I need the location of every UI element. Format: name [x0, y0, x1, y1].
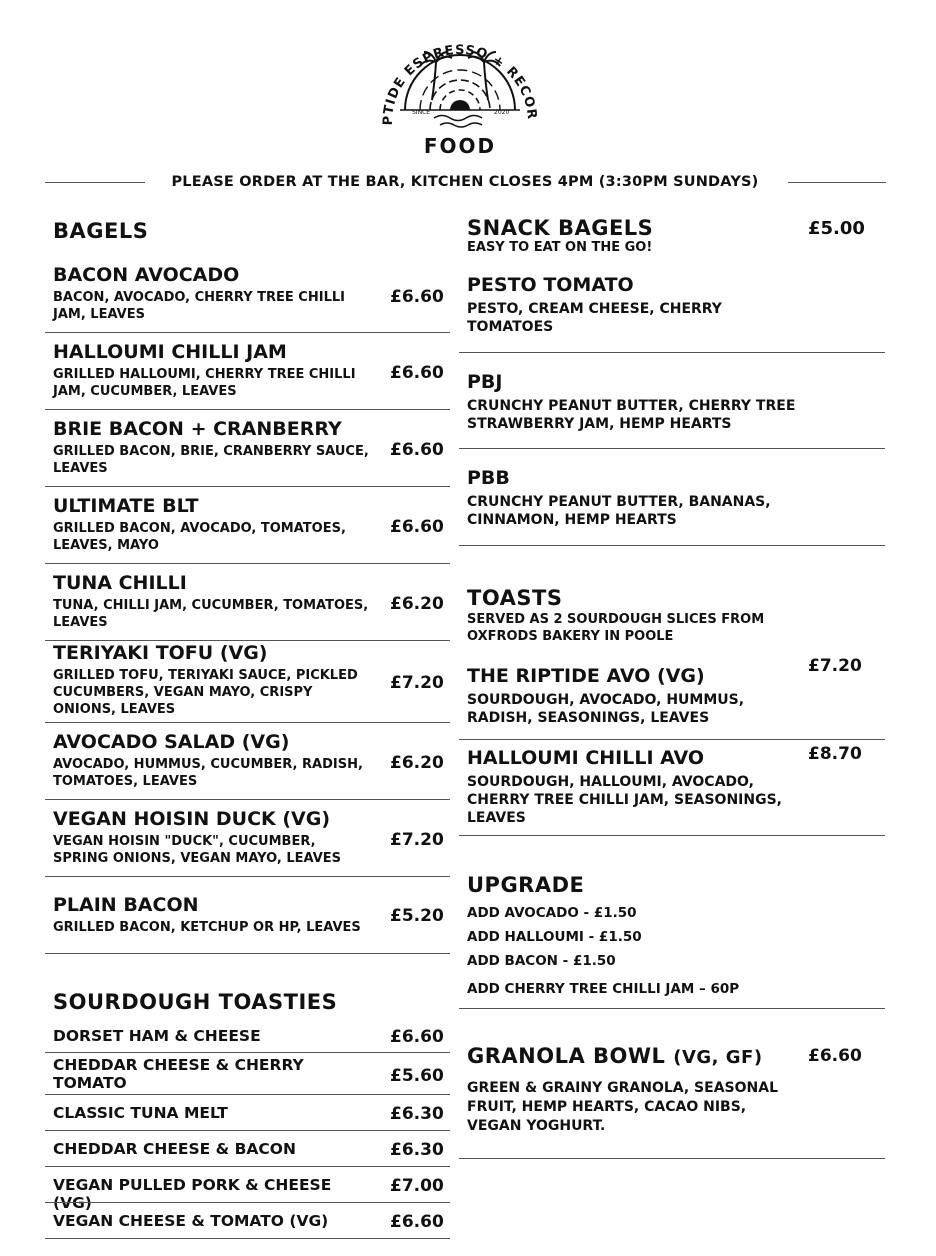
snack-divider [459, 352, 885, 353]
snack-name: PBB [467, 467, 510, 489]
logo-year: 2020 [494, 109, 510, 116]
bagels-title: BAGELS [53, 219, 149, 243]
banner-text: PLEASE ORDER AT THE BAR, KITCHEN CLOSES 4PM (3:30PM SUNDAYS) [171, 174, 759, 190]
upgrade-item: ADD HALLOUMI - £1.50 [467, 929, 642, 945]
toast-desc: SOURDOUGH, AVOCADO, HUMMUS, RADISH, SEASONINGS, LEAVES [467, 692, 745, 726]
banner-rule-right [788, 182, 886, 183]
bagel-price: £6.60 [390, 440, 444, 460]
bagel-divider [45, 640, 450, 641]
upgrade-title: UPGRADE [467, 873, 585, 897]
bagel-divider [45, 953, 450, 954]
bagel-name: PLAIN BACON [53, 894, 199, 916]
bagel-divider [45, 486, 450, 487]
bagel-divider [45, 799, 450, 800]
bagel-desc: GRILLED BACON, BRIE, CRANBERRY SAUCE, LEAVES [53, 444, 369, 476]
granola-tags: (VG, GF) [673, 1047, 763, 1068]
bagel-name: HALLOUMI CHILLI JAM [53, 341, 287, 363]
toastie-divider [45, 1202, 450, 1203]
granola-divider [459, 1158, 885, 1159]
snack-bagels-price: £5.00 [808, 218, 865, 239]
bagel-divider [45, 563, 450, 564]
toasties-title: SOURDOUGH TOASTIES [53, 990, 338, 1014]
bagel-desc: GRILLED BACON, KETCHUP OR HP, LEAVES [53, 920, 361, 935]
toastie-divider [45, 1052, 450, 1053]
granola-desc: GREEN & GRAINY GRANOLA, SEASONAL FRUIT, HEMP HEARTS, CACAO NIBS, VEGAN YOGHURT. [467, 1080, 778, 1134]
toastie-name: DORSET HAM & CHEESE [53, 1027, 261, 1045]
bagel-price: £7.20 [390, 673, 444, 693]
toast-price: £8.70 [808, 744, 862, 764]
snack-desc: PESTO, CREAM CHEESE, CHERRY TOMATOES [467, 301, 722, 335]
bagel-divider [45, 409, 450, 410]
bagel-name: AVOCADO SALAD (VG) [53, 731, 290, 753]
bagel-price: £6.60 [390, 363, 444, 383]
bagel-price: £6.60 [390, 517, 444, 537]
toastie-price: £6.30 [390, 1104, 444, 1124]
toastie-name: CHEDDAR CHEESE & CHERRY TOMATO [53, 1056, 304, 1092]
toasts-subtitle: SERVED AS 2 SOURDOUGH SLICES FROM OXFRODS BAKERY IN POOLE [467, 612, 765, 644]
toastie-price: £5.60 [390, 1066, 444, 1086]
upgrade-item: ADD CHERRY TREE CHILLI JAM – 60P [467, 981, 740, 997]
toastie-name: CHEDDAR CHEESE & BACON [53, 1140, 296, 1158]
bagel-price: £6.20 [390, 753, 444, 773]
bagel-desc: GRILLED TOFU, TERIYAKI SAUCE, PICKLED CUCUMBERS, VEGAN MAYO, CRISPY ONIONS, LEAVES [53, 668, 358, 717]
toastie-divider [45, 1238, 450, 1239]
logo-food: FOOD [423, 134, 497, 158]
snack-divider [459, 448, 885, 449]
bagel-desc: BACON, AVOCADO, CHERRY TREE CHILLI JAM, LEAVES [53, 290, 345, 322]
bagel-divider [45, 722, 450, 723]
bagel-desc: GRILLED HALLOUMI, CHERRY TREE CHILLI JAM, CUCUMBER, LEAVES [53, 367, 356, 399]
upgrade-item: ADD AVOCADO - £1.50 [467, 905, 637, 921]
banner-rule-left [45, 182, 145, 183]
bagel-divider [45, 876, 450, 877]
snack-divider [459, 545, 885, 546]
snack-desc: CRUNCHY PEANUT BUTTER, CHERRY TREE STRAWBERRY JAM, HEMP HEARTS [467, 398, 796, 432]
toast-name: THE RIPTIDE AVO (VG) [467, 665, 705, 687]
granola-name: GRANOLA BOWL [467, 1044, 666, 1068]
toastie-name: VEGAN CHEESE & TOMATO (VG) [53, 1212, 329, 1230]
bagel-name: VEGAN HOISIN DUCK (VG) [53, 808, 331, 830]
snack-bagels-subtitle: EASY TO EAT ON THE GO! [467, 240, 653, 255]
upgrade-divider [459, 1008, 885, 1009]
toastie-price: £7.00 [390, 1176, 444, 1196]
bagel-divider [45, 332, 450, 333]
logo-since: SINCE [412, 109, 431, 116]
logo-arc-text: PTIDE ESPRESSO + RECOR [380, 42, 540, 126]
snack-name: PBJ [467, 371, 503, 393]
toast-desc: SOURDOUGH, HALLOUMI, AVOCADO, CHERRY TREE CHILLI JAM, SEASONINGS, LEAVES [467, 774, 782, 826]
bagel-desc: TUNA, CHILLI JAM, CUCUMBER, TOMATOES, LEAVES [53, 598, 369, 630]
bagel-price: £6.60 [390, 287, 444, 307]
granola-title [467, 1044, 763, 1068]
toast-name: HALLOUMI CHILLI AVO [467, 747, 705, 769]
bagel-desc: VEGAN HOISIN "DUCK", CUCUMBER, SPRING ONIONS, VEGAN MAYO, LEAVES [53, 834, 341, 866]
bagel-name: BRIE BACON + CRANBERRY [53, 418, 342, 440]
toastie-divider [45, 1130, 450, 1131]
logo [370, 10, 550, 160]
bagel-name: TERIYAKI TOFU (VG) [53, 642, 268, 664]
toastie-price: £6.60 [390, 1212, 444, 1232]
bagel-name: BACON AVOCADO [53, 264, 240, 286]
bagel-price: £6.20 [390, 594, 444, 614]
upgrade-item: ADD BACON - £1.50 [467, 953, 616, 969]
toastie-divider [45, 1094, 450, 1095]
toastie-price: £6.60 [390, 1027, 444, 1047]
toasts-title: TOASTS [467, 586, 563, 610]
bagel-price: £5.20 [390, 906, 444, 926]
bagel-name: ULTIMATE BLT [53, 495, 199, 517]
granola-price: £6.60 [808, 1046, 862, 1066]
toast-divider [459, 739, 885, 740]
toast-divider [459, 835, 885, 836]
bagel-desc: GRILLED BACON, AVOCADO, TOMATOES, LEAVES, MAYO [53, 521, 346, 553]
bagel-name: TUNA CHILLI [53, 572, 187, 594]
toastie-price: £6.30 [390, 1140, 444, 1160]
toast-price: £7.20 [808, 656, 862, 676]
bagel-price: £7.20 [390, 830, 444, 850]
toastie-divider [45, 1166, 450, 1167]
bagel-desc: AVOCADO, HUMMUS, CUCUMBER, RADISH, TOMATOES, LEAVES [53, 757, 363, 789]
toastie-name: VEGAN PULLED PORK & CHEESE (VG) [53, 1176, 332, 1212]
snack-bagels-title: SNACK BAGELS [467, 216, 654, 240]
snack-desc: CRUNCHY PEANUT BUTTER, BANANAS, CINNAMON, HEMP HEARTS [467, 494, 771, 528]
snack-name: PESTO TOMATO [467, 274, 634, 296]
toastie-name: CLASSIC TUNA MELT [53, 1104, 228, 1122]
